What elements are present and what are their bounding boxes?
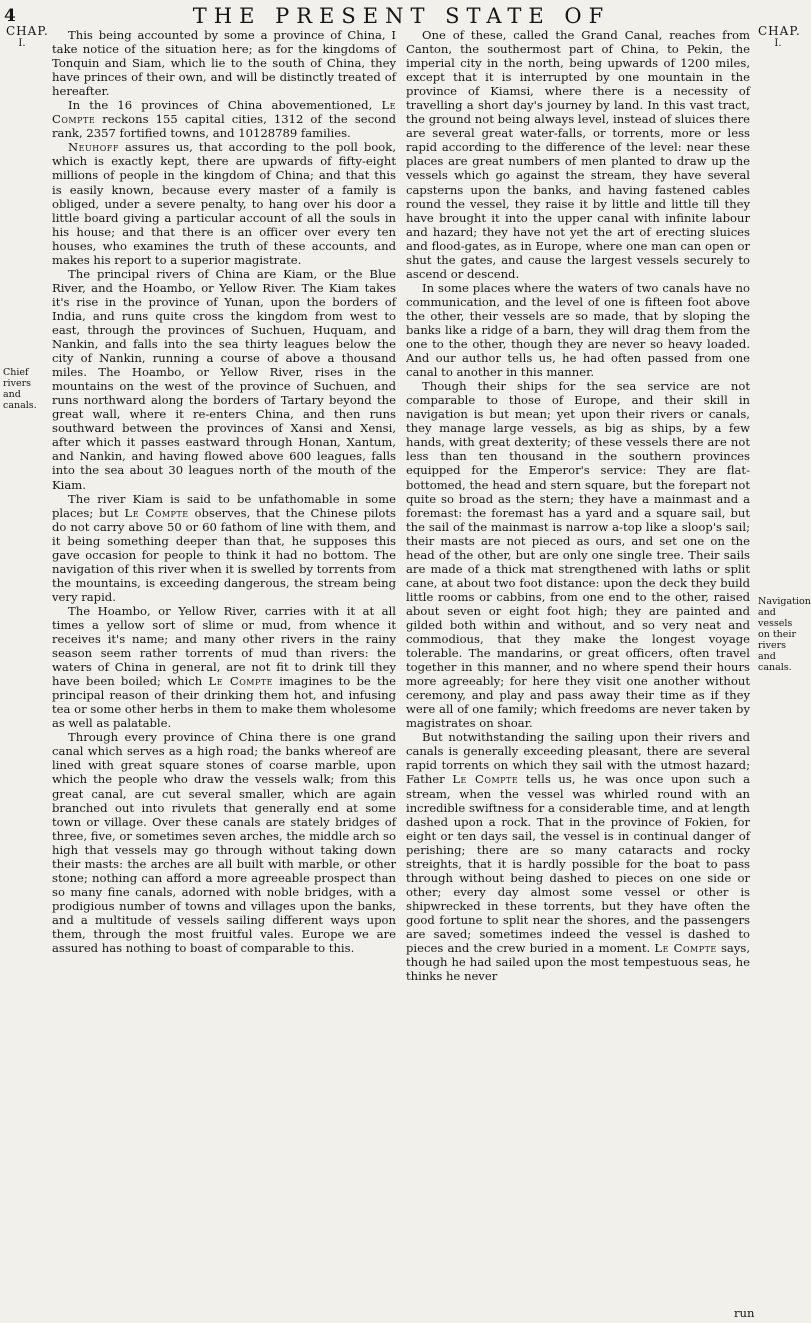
running-title: THE PRESENT STATE OF bbox=[192, 4, 611, 28]
paragraph: In the 16 provinces of China abovementioned, Le Compte reckons 155 capital cities, 1312 of the second rank, 2357 fortified towns, and 10128789 families. bbox=[52, 98, 397, 141]
author-name: Neuhoff bbox=[68, 140, 119, 155]
chapter-marker-right bbox=[758, 24, 801, 49]
margin-note-chief-rivers: Chief rivers and canals. bbox=[3, 367, 37, 411]
paragraph: Though their ships for the sea service are not comparable to those of Europe, and their skill in navigation is but mean; yet upon their rivers or canals, they manage large vessels, as big as ships, by a few hands, with great dexterity; of these vessels there are not less than ten thousand in the southern provinces equipped for the Emperor's service: They are flat-bottomed, the head and stern square, but the forepart not quite so broad as the stern; they have a mainmast and a foremast: the foremast has a yard and a square sail, but the sail of the mainmast is narrow a-top like a sloop's sail; their masts are not pieced as ours, and set one on the head of the other, but are only one single tree. Their sails are made of a thick mat strengthened with laths or split cane, at about two foot distance: upon the deck they build little rooms or cabbins, from one end to the other, raised about seven or eight foot high; they are painted and gilded both within and without, and so very neat and commodious, that they make the longest voyage tolerable. The mandarins, or great officers, often travel together in this manner, and no where spend their hours more agreeably; for here they visit one another without ceremony, and play and pass away their time as if they were all of one family; which freedoms are never taken by magistrates on shoar. bbox=[406, 379, 750, 731]
paragraph: Through every province of China there is one grand canal which serves as a high road; the banks whereof are lined with great square stones of coarse marble, upon which the people who draw the vessels walk; from this great canal, are cut several smaller, which are again branched out into rivulets that generally end at some town or village. Over these canals are stately bridges of three, five, or sometimes seven arches, the middle arch so high that vessels may go through without taking down their masts: the arches are all built with marble, or other stone; nothing can afford a more agreeable prospect than so many fine canals, adorned with noble bridges, with a prodigious number of towns and villages upon the banks, and a multitude of vessels sailing different ways upon them, through the most fruitful vales. Europe we are assured has nothing to boast of comparable to this. bbox=[52, 730, 396, 956]
chapter-number: I. bbox=[18, 38, 26, 49]
author-name: Le Compte bbox=[452, 772, 519, 787]
margin-note-navigation: Navigation and vessels on their rivers and canals. bbox=[758, 596, 811, 673]
paragraph: In some places where the waters of two canals have no communication, and the level of one is fifteen foot above the other, their vessels are so made, that by sloping the banks like a ridge of a barn, they will drag them from the one to the other, though they are never so heavy loaded. And our author tells us, he had often passed from one canal to another in this manner. bbox=[406, 280, 750, 380]
paragraph: The principal rivers of China are Kiam, or the Blue River, and the Hoambo, or Yellow River. The Kiam takes it's rise in the province of Yunan, upon the borders of India, and runs quite cross the kingdom from west to east, through the provinces of Suchuen, Huquam, and Nankin, and falls into the sea thirty leagues below the city of Nankin, running a course of above a thousand miles. The Hoambo, or Yellow River, rises in the mountains on the west of the province of Suchuen, and runs northward along the borders of Tartary beyond the great wall, where it re-enters China, and then runs southward between the provinces of Xansi and Xensi, after which it passes eastward through Honan, Xantum, and Nankin, and having flowed above 600 leagues, falls into the sea about 30 leagues north of the mouth of the Kiam. bbox=[52, 266, 396, 492]
paragraph: But notwithstanding the sailing upon their rivers and canals is generally exceeding pleasant, there are several rapid torrents on which they sail with the utmost hazard; Father Le Compte tells us, he was once upon such a stream, when the vessel was whirled round with an incredible swiftness for a considerable time, and at length dashed upon a rock. That in the province of Fokien, for eight or ten days sail, the vessel is in continual danger of perishing; there are so many cataracts and rocky streights, that it is hardly possible for the boat to pass through without being dashed to pieces on one side or other; every day almost some vessel or other is shipwrecked in these torrents, but they have often the good fortune to split near the shores, and the passengers are saved; sometimes indeed the vessel is dashed to pieces and the crew buried in a moment. Le Compte says, though he had sailed upon the most tempestuous seas, he thinks he never bbox=[406, 730, 750, 984]
chapter-label: CHAP. bbox=[758, 24, 801, 38]
author-name: Le Compte bbox=[124, 505, 189, 520]
page-number: 4 bbox=[4, 6, 16, 26]
chapter-number: I. bbox=[774, 38, 782, 49]
chapter-label: CHAP. bbox=[6, 24, 49, 38]
author-name: Le Compte bbox=[654, 941, 717, 956]
catchword: run bbox=[734, 1306, 755, 1320]
paragraph: This being accounted by some a province of China, I take notice of the situation here; as for the kingdoms of Tonquin and Siam, which lie to the south of China, they have princes of their own, and will be distinctly treated of hereafter. bbox=[52, 28, 396, 99]
author-name: Le Compte bbox=[208, 674, 274, 689]
left-column bbox=[52, 28, 396, 955]
paragraph: The Hoambo, or Yellow River, carries with it at all times a yellow sort of slime or mud, from whence it receives it's name; and many other rivers in the rainy season seem rather torrents of mud than rivers: the waters of China in general, are not fit to drink till they have been boiled; which Le Compte imagines to be the principal reason of their drinking them hot, and infusing tea or some other herbs in them to make them wholesome as well as palatable. bbox=[52, 603, 396, 731]
paragraph: The river Kiam is said to be unfathomable in some places; but Le Compte observes, that the Chinese pilots do not carry above 50 or 60 fathom of line with them, and it being something deeper than that, he supposes this gave occasion for people to think it had no bottom. The navigation of this river when it is swelled by torrents from the mountains, is exceeding dangerous, the stream being very rapid. bbox=[52, 491, 396, 604]
paragraph: One of these, called the Grand Canal, reaches from Canton, the southermost part of China, to Pekin, the imperial city in the north, being upwards of 1200 miles, except that it is interrupted by one mountain in the province of Kiamsi, where there is a necessity of travelling a short day's journey by land. In this vast tract, the ground not being always level, instead of sluices there are several great water-falls, or torrents, more or less rapid according to the difference of the level: near these places are great numbers of men planted to draw up the vessels which go against the stream, they have several capsterns upon the banks, and having fastened cables round the vessel, they raise it by little and little till they have brought it into the upper canal with infinite labour and hazard; they have not yet the art of erecting sluices and flood-gates, as in Europe, where one man can open or shut the gates, and cause the largest vessels securely to ascend or descend. bbox=[406, 28, 750, 281]
right-column bbox=[406, 28, 750, 983]
chapter-marker-left bbox=[6, 24, 49, 49]
paragraph: Neuhoff assures us, that according to the poll book, which is exactly kept, there are upwards of fifty-eight millions of people in the kingdom of China; and that this is easily known, because every master of a family is obliged, under a severe penalty, to hang over his door a little board giving a particular account of all the souls in his house; and that there is an officer over every ten houses, who examines the truth of these accounts, and makes his report to a superior magistrate. bbox=[52, 140, 397, 267]
author-name: Le Compte bbox=[52, 98, 396, 127]
